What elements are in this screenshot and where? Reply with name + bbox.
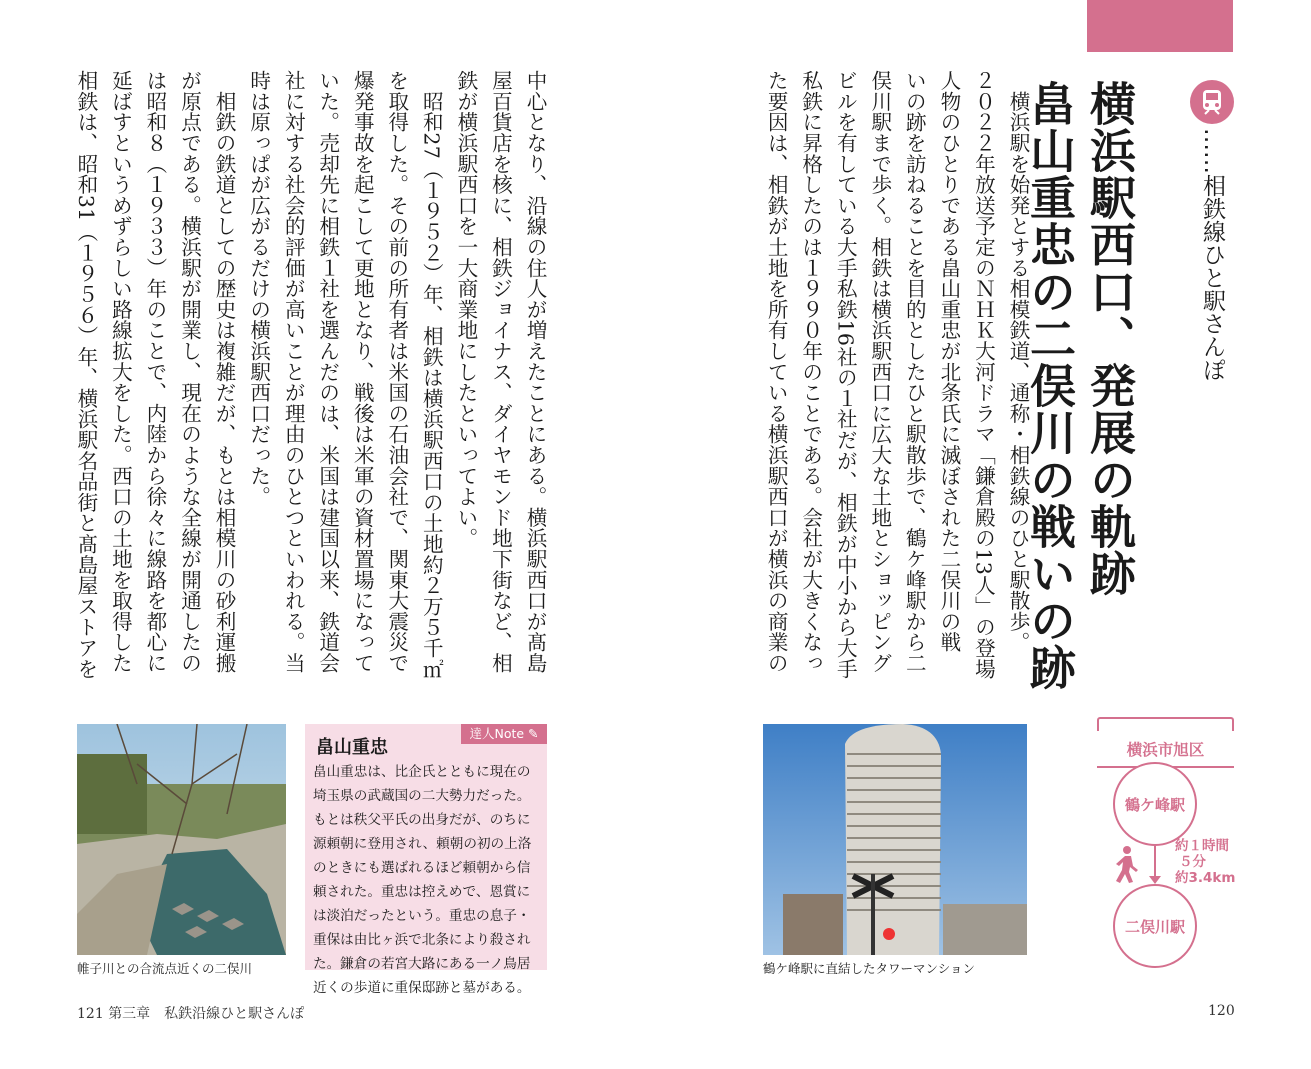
body-column: 延ばすというめずらしい路線拡大をした。西口の土地を取得した: [108, 70, 133, 674]
body-column: 社に対する社会的評価が高いことが理由のひとつといわれる。当: [281, 70, 306, 674]
route-time-line2: ５分: [1179, 854, 1206, 870]
note-line: 畠山重忠は、比企氏とともに現在の: [313, 764, 531, 780]
body-column: 爆発事故を起こして更地となり、戦後は米軍の資材置場になって: [350, 70, 375, 674]
page-number-right: 120: [1208, 1003, 1235, 1019]
body-column: 相鉄は、昭和31（１９５６）年、横浜駅名品街と髙島屋ストアを: [73, 70, 98, 680]
footer-left: [77, 1003, 304, 1023]
body-column: は昭和８（１９３３）年のことで、内陸から徐々に線路を都心に: [142, 70, 167, 674]
note-line: もとは秩父平氏の出身だが、のちに: [313, 812, 531, 828]
chapter-title: 第三章 私鉄沿線ひと駅さんぽ: [108, 1006, 305, 1022]
route-walk-line: [1154, 846, 1156, 878]
body-column: 俣川駅まで歩く。相鉄は横浜駅西口に広大な土地とショッピング: [867, 70, 892, 674]
route-box-frame: [1097, 717, 1234, 731]
note-line: のときにも選ばれるほど頼朝から信: [313, 860, 531, 876]
route-time-line1: 約１時間: [1175, 838, 1229, 854]
body-column: 横浜駅を始発とする相模鉄道、通称・相鉄線のひと駅散歩。: [1006, 70, 1030, 653]
body-column: 中心となり、沿線の住人が増えたことにある。横浜駅西口が髙島: [523, 70, 547, 674]
body-column: た要因は、相鉄が土地を所有している横浜駅西口が横浜の商業の: [764, 70, 789, 674]
body-column: を取得した。その前の所有者は米国の石油会社で、関東大震災で: [384, 70, 409, 674]
route-time-distance: [1175, 838, 1235, 886]
body-column: ２０２２年放送予定のＮＨＫ大河ドラマ「鎌倉殿の13人」の登場: [971, 70, 996, 680]
pen-icon: ✎: [524, 726, 539, 741]
series-label: ……相鉄線ひと駅さんぽ: [1199, 128, 1225, 381]
body-column: 人物のひとりである畠山重忠が北条氏に滅ぼされた二俣川の戦: [936, 70, 961, 653]
body-column: いた。売却先に相鉄１社を選んだのは、米国は建国以来、鉄道会: [315, 70, 340, 674]
river-photo: [77, 724, 286, 955]
route-distance: 約3.4km: [1175, 870, 1236, 886]
note-line: 近くの歩道に重保邸跡と墓がある。: [313, 980, 531, 996]
note-line: 頼された。重忠は控えめで、恩賞に: [313, 884, 531, 900]
body-column: が原点である。横浜駅が開業し、現在のような全線が開通したの: [177, 70, 202, 674]
body-column: 屋百貨店を核に、相鉄ジョイナス、ダイヤモンド地下街など、相: [488, 70, 513, 674]
station-to: 二俣川駅: [1113, 884, 1197, 968]
note-line: は淡泊だったという。重忠の息子・: [313, 908, 531, 924]
note-line: 埼玉県の武蔵国の二大勢力だった。: [313, 788, 531, 804]
body-column: 時は原っぱが広がるだけの横浜駅西口だった。: [246, 70, 271, 507]
note-title: 畠山重忠: [316, 737, 388, 758]
note-badge: [461, 724, 547, 744]
note-line: 重保は由比ヶ浜で北条により殺され: [313, 932, 531, 948]
note-body: [313, 760, 545, 1000]
chapter-tab: [1087, 0, 1233, 52]
arrow-down-icon: [1149, 876, 1161, 884]
left-page-body: [70, 70, 552, 694]
train-icon: [1190, 80, 1234, 124]
title-line-1: 横浜駅西口、発展の軌跡: [1083, 80, 1137, 597]
tower-photo-caption: 鶴ケ峰駅に直結したタワーマンション: [763, 961, 975, 976]
title-line-2: 畠山重忠の二俣川の戦いの跡: [1023, 80, 1077, 691]
route-district: 横浜市旭区: [1126, 741, 1205, 759]
note-line: た。鎌倉の若宮大路にある一ノ鳥居: [313, 956, 531, 972]
tower-photo: [763, 724, 1027, 955]
right-page-body: [717, 70, 1035, 694]
body-column: ビルを有している大手私鉄16社の１社だが、相鉄が中小から大手: [833, 70, 858, 680]
body-column: 昭和27（１９５２）年、相鉄は横浜駅西口の土地約２万５千㎡: [419, 70, 444, 680]
body-column: いの跡を訪ねることを目的としたひと駅散歩で、鶴ケ峰駅から二: [902, 70, 927, 674]
body-column: 私鉄に昇格したのは１９９０年のことである。会社が大きくなっ: [798, 70, 823, 674]
body-column: 相鉄の鉄道としての歴史は複雑だが、もとは相模川の砂利運搬: [212, 70, 237, 674]
body-column: 鉄が横浜駅西口を一大商業地にしたといってよい。: [453, 70, 478, 549]
page-number-left: 121: [77, 1006, 104, 1022]
walking-person-icon: [1112, 846, 1140, 884]
river-photo-caption: 帷子川との合流点近くの二俣川: [77, 961, 253, 976]
note-badge-label: 達人Note: [469, 726, 525, 741]
note-line: 源頼朝に登用され、頼朝の初の上洛: [313, 836, 532, 852]
station-from: 鶴ケ峰駅: [1113, 762, 1197, 846]
